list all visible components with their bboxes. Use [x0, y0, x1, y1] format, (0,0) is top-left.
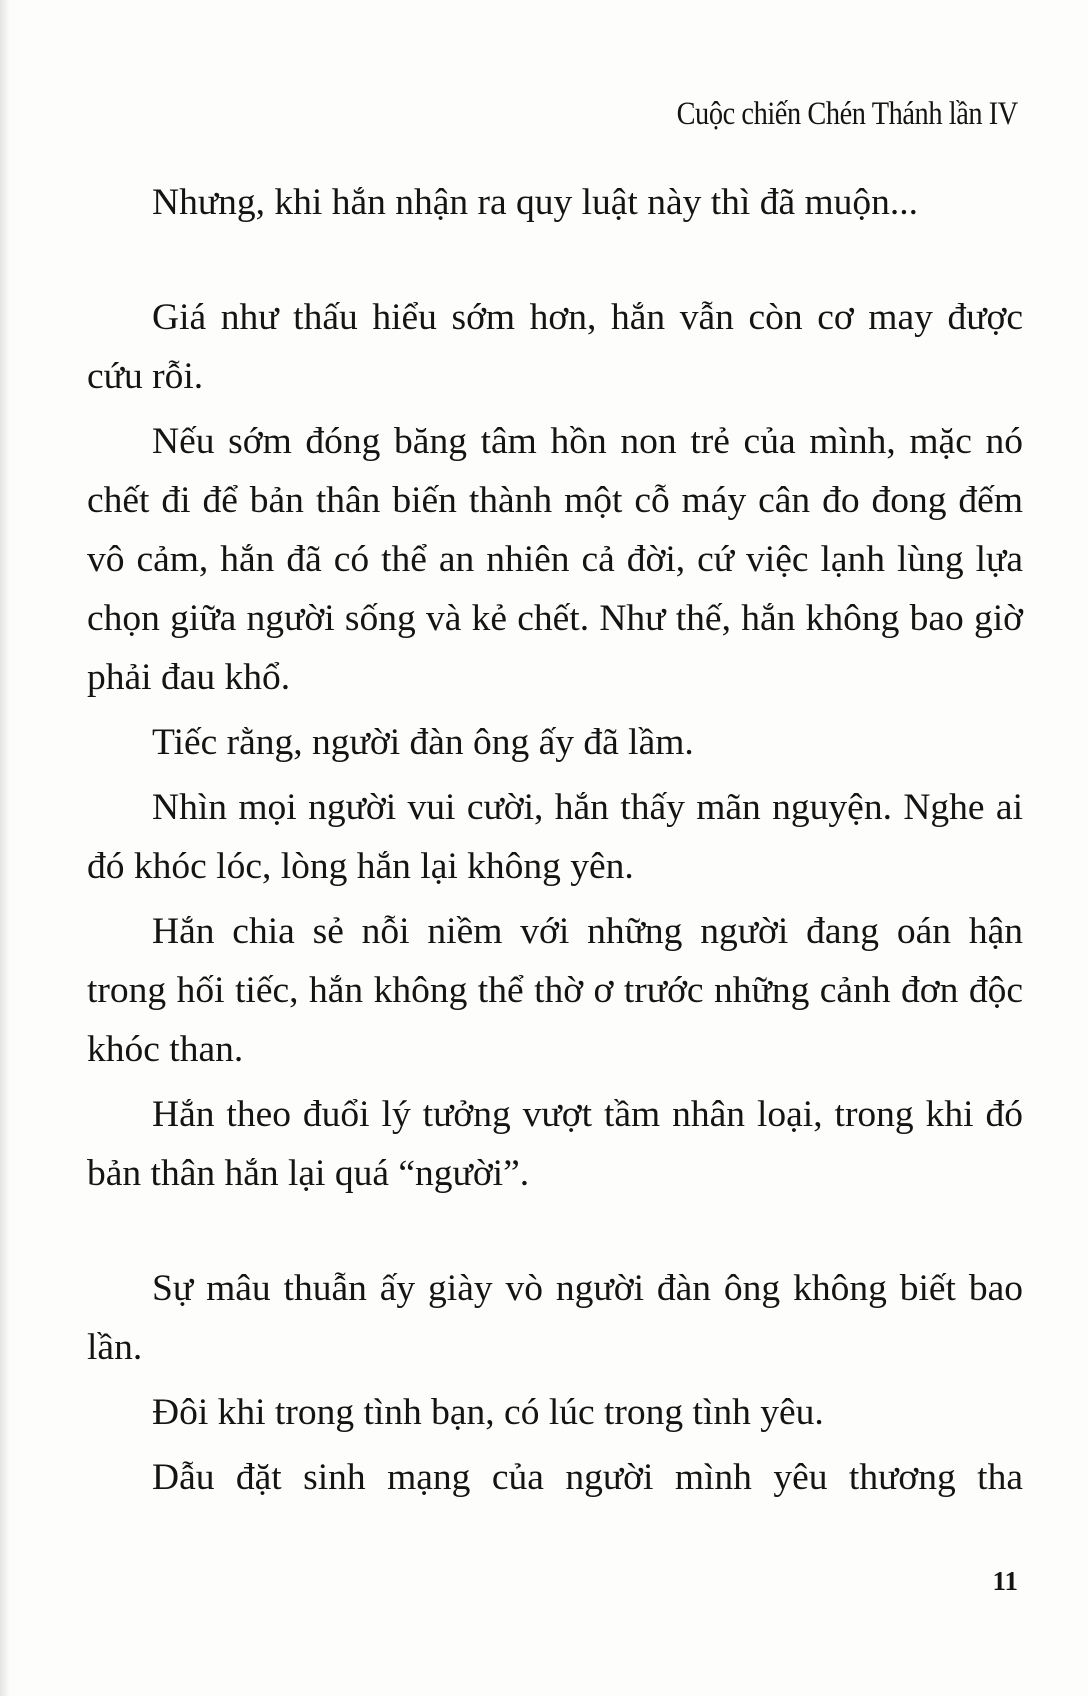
paragraph-4: Tiếc rằng, người đàn ông ấy đã lầm.	[152, 722, 694, 763]
paragraph-1: Nhưng, khi hắn nhận ra quy luật này thì đã muộn...	[152, 182, 919, 223]
running-header: Cuộc chiến Chén Thánh lần IV	[676, 96, 1018, 132]
paragraph-3: Nếu sớm đóng băng tâm hồn non trẻ của mình, mặc nó chết đi để bản thân biến thành một cỗ máy cân đo đong đếm vô cảm, hắn đã có thể an nhiên cả đời, cứ việc lạnh lùng lựa chọn giữa người sống và kẻ chết. Như thế, hắn không bao giờ phải đau khổ.	[87, 421, 1023, 698]
paragraph-10: Dẫu đặt sinh mạng của người mình yêu thương tha	[152, 1457, 1023, 1498]
page-number: 11	[992, 1566, 1018, 1596]
paragraph-6: Hắn chia sẻ nỗi niềm với những người đang oán hận trong hối tiếc, hắn không thể thờ ơ trước những cảnh đơn độc khóc than.	[87, 911, 1023, 1070]
paragraph-8: Sự mâu thuẫn ấy giày vò người đàn ông không biết bao lần.	[87, 1268, 1023, 1368]
body-text	[87, 173, 1023, 1513]
spine-shadow	[0, 0, 10, 1696]
paragraph-5: Nhìn mọi người vui cười, hắn thấy mãn nguyện. Nghe ai đó khóc lóc, lòng hắn lại không yên.	[87, 787, 1023, 887]
paragraph-2: Giá như thấu hiểu sớm hơn, hắn vẫn còn cơ may được cứu rỗi.	[87, 297, 1023, 397]
paragraph-7: Hắn theo đuổi lý tưởng vượt tầm nhân loại, trong khi đó bản thân hắn lại quá “người”.	[87, 1094, 1023, 1194]
paragraph-9: Đôi khi trong tình bạn, có lúc trong tình yêu.	[152, 1392, 824, 1433]
